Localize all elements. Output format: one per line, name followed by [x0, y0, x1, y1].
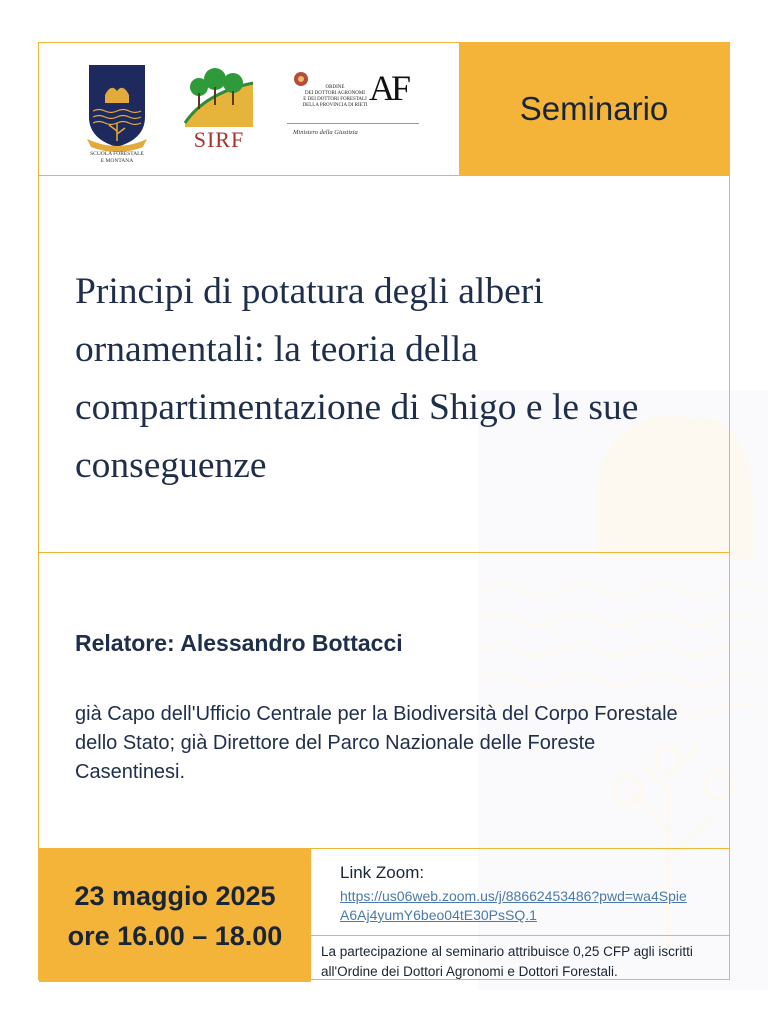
title-row: [39, 175, 729, 553]
header-row: [39, 43, 729, 176]
date-time-box: [39, 849, 311, 982]
ordine-line-3: E DEI DOTTORI FORESTALI: [303, 97, 367, 102]
speaker-name: Relatore: Alessandro Bottacci: [75, 630, 403, 656]
ordine-line-2: DEI DOTTORI AGRONOMI: [305, 91, 365, 96]
zoom-link[interactable]: https://us06web.zoom.us/j/88662453486?pwd=wa4SpieA6Aj4yumY6beo04tE30PsSQ.1: [340, 888, 687, 923]
seminario-label: Seminario: [519, 90, 669, 127]
speaker-bio: già Capo dell'Ufficio Centrale per la Biodiversità del Corpo Forestale dello Stato; già Direttore del Parco Nazionale delle Foreste Casentinesi.: [75, 703, 678, 783]
ordine-mark: AF: [369, 68, 408, 108]
ordine-line-4: DELLA PROVINCIA DI RIETI: [302, 103, 368, 108]
ordine-line-1: ORDINE: [325, 85, 345, 90]
logos-area: [39, 43, 459, 175]
speaker-row: [39, 552, 729, 848]
zoom-label: Link Zoom:: [340, 863, 425, 882]
event-date: 23 maggio 2025: [74, 880, 276, 911]
cfp-box: [311, 936, 729, 982]
ministero-text: Ministero della Giustizia: [293, 129, 358, 136]
cfp-text: La partecipazione al seminario attribuisce 0,25 CFP agli iscritti all'Ordine dei Dottori Agronomi e Dottori Forestali.: [321, 944, 693, 979]
sfm-caption: [83, 151, 151, 165]
sfm-caption-line-1: SCUOLA FORESTALE: [90, 151, 144, 157]
poster-frame: [38, 42, 730, 980]
zoom-box: [311, 849, 729, 936]
sirf-text: SIRF: [193, 127, 245, 152]
seminar-title: Principi di potatura degli alberi ornamentali: la teoria della compartimentazione di Shigo e le sue conseguenze: [75, 271, 639, 486]
ordine-divider: [287, 123, 419, 124]
seminario-banner: [459, 43, 729, 175]
event-time: ore 16.00 – 18.00: [67, 920, 283, 951]
event-details-row: [39, 848, 729, 982]
ordine-text: [295, 85, 375, 109]
sfm-caption-line-2: E MONTANA: [100, 158, 134, 164]
